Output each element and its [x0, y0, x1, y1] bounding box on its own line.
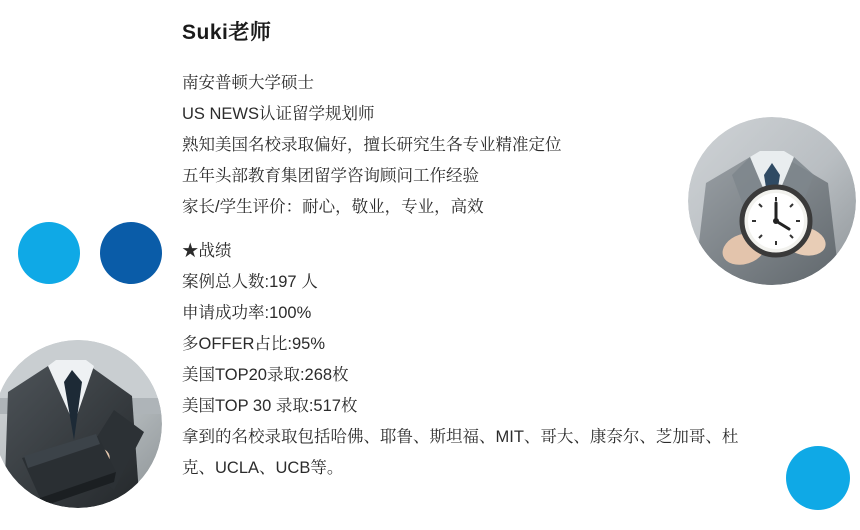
profile-text [182, 0, 782, 484]
list-item: US NEWS认证留学规划师 [182, 105, 375, 123]
list-item: 美国TOP20录取:268枚 [182, 366, 349, 384]
decorative-circle-cyan-left [18, 222, 80, 284]
decorative-circle-cyan-right [786, 446, 850, 510]
credentials-list [182, 68, 782, 223]
page-title: Suki老师 [182, 21, 272, 44]
decorative-circle-blue-left [100, 222, 162, 284]
list-item: 熟知美国名校录取偏好，擅长研究生各专业精准定位 [182, 136, 562, 154]
list-item: 南安普顿大学硕士 [182, 74, 314, 92]
list-item: 美国TOP 30 录取:517枚 [182, 397, 358, 415]
list-item: 案例总人数:197 人 [182, 273, 318, 291]
list-item: 申请成功率:100% [182, 304, 312, 322]
achievements-heading: ★战绩 [182, 242, 232, 260]
list-item: 五年头部教育集团留学咨询顾问工作经验 [182, 167, 479, 185]
photo-left-folder [0, 340, 162, 508]
achievements-note: 拿到的名校录取包括哈佛、耶鲁、斯坦福、MIT、哥大、康奈尔、芝加哥、杜克、UCLA、UCB等。 [182, 428, 739, 477]
list-item: 多OFFER占比:95% [182, 335, 326, 353]
list-item: 家长/学生评价：耐心，敬业，专业，高效 [182, 198, 484, 216]
achievements-list [182, 267, 782, 484]
